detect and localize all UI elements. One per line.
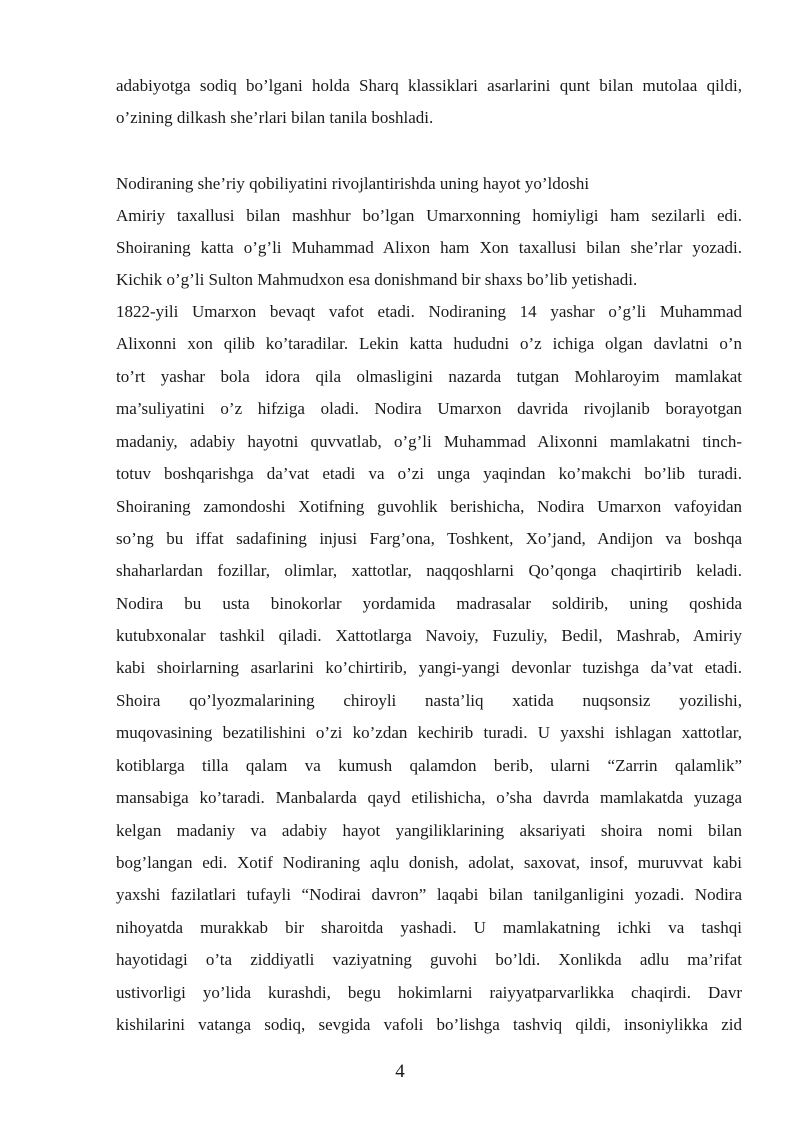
- text-line: shaharlardan fozillar, olimlar, xattotlar, naqqoshlarni Qo’qonga chaqirtirib keladi.: [116, 561, 742, 580]
- text-line: to’rt yashar bola idora qila olmasligini nazarda tutgan Mohlaroyim mamlakat: [116, 367, 742, 386]
- text-line: mansabiga ko’taradi. Manbalarda qayd etilishicha, o’sha davrda mamlakatda yuzaga: [116, 788, 742, 807]
- text-line: ma’suliyatini o’z hifziga oladi. Nodira Umarxon davrida rivojlanib borayotgan: [116, 399, 742, 418]
- text-line: kabi shoirlarning asarlarini ko’chirtirib, yangi-yangi devonlar tuzishga da’vat etadi.: [116, 658, 742, 677]
- text-line: Kichik o’g’li Sulton Mahmudxon esa donishmand bir shaxs bo’lib yetishadi.: [116, 270, 638, 289]
- text-line: kutubxonalar tashkil qiladi. Xattotlarga Navoiy, Fuzuliy, Bedil, Mashrab, Amiriy: [116, 626, 742, 645]
- text-line: Shoira qo’lyozmalarining chiroyli nasta’liq xatida nuqsonsiz yozilishi,: [116, 691, 742, 710]
- text-line: Nodira bu usta binokorlar yordamida madrasalar soldirib, uning qoshida: [116, 594, 742, 613]
- text-line: hayotidagi o’ta ziddiyatli vaziyatning guvohi bo’ldi. Xonlikda adlu ma’rifat: [116, 950, 742, 969]
- text-line: o’zining dilkash she’rlari bilan tanila boshladi.: [116, 108, 434, 127]
- text-line: kelgan madaniy va adabiy hayot yangiliklarining aksariyati shoira nomi bilan: [116, 821, 742, 840]
- text-line: kishilarini vatanga sodiq, sevgida vafoli bo’lishga tashviq qildi, insoniylikka zid: [116, 1015, 742, 1034]
- text-line: totuv boshqarishga da’vat etadi va o’zi unga yaqindan ko’makchi bo’lib turadi.: [116, 464, 742, 483]
- text-line: kotiblarga tilla qalam va kumush qalamdon berib, ularni “Zarrin qalamlik”: [116, 756, 742, 775]
- text-line: adabiyotga sodiq bo’lgani holda Sharq klassiklari asarlarini qunt bilan mutolaa qildi,: [116, 76, 742, 95]
- text-line: Nodiraning she’riy qobiliyatini rivojlantirishda uning hayot yo’ldoshi: [116, 174, 590, 193]
- page-number: 4: [395, 1061, 405, 1082]
- text-line: so’ng bu iffat sadafining injusi Farg’ona, Toshkent, Xo’jand, Andijon va boshqa: [116, 529, 742, 548]
- text-line: Amiriy taxallusi bilan mashhur bo’lgan Umarxonning homiyligi ham sezilarli edi.: [116, 206, 742, 225]
- text-line: madaniy, adabiy hayotni quvvatlab, o’g’li Muhammad Alixonni mamlakatni tinch-: [116, 432, 742, 451]
- text-line: Alixonni xon qilib ko’taradilar. Lekin katta hududni o’z ichiga olgan davlatni o’n: [116, 334, 742, 353]
- text-line: 1822-yili Umarxon bevaqt vafot etadi. Nodiraning 14 yashar o’g’li Muhammad: [116, 302, 742, 321]
- text-line: yaxshi fazilatlari tufayli “Nodirai davron” laqabi bilan tanilganligini yozadi. Nodira: [116, 885, 742, 904]
- text-line: bog’langan edi. Xotif Nodiraning aqlu donish, adolat, saxovat, insof, muruvvat kabi: [116, 853, 742, 872]
- text-line: Shoiraning zamondoshi Xotifning guvohlik berishicha, Nodira Umarxon vafoyidan: [116, 497, 742, 516]
- text-line: nihoyatda murakkab bir sharoitda yashadi. U mamlakatning ichki va tashqi: [116, 918, 742, 937]
- text-line: Shoiraning katta o’g’li Muhammad Alixon ham Xon taxallusi bilan she’rlar yozadi.: [116, 238, 742, 257]
- text-line: muqovasining bezatilishini o’zi ko’zdan kechirib turadi. U yaxshi ishlagan xattotlar,: [116, 723, 742, 742]
- text-line: ustivorligi yo’lida kurashdi, begu hokimlarni raiyyatparvarlikka chaqirdi. Davr: [116, 983, 742, 1002]
